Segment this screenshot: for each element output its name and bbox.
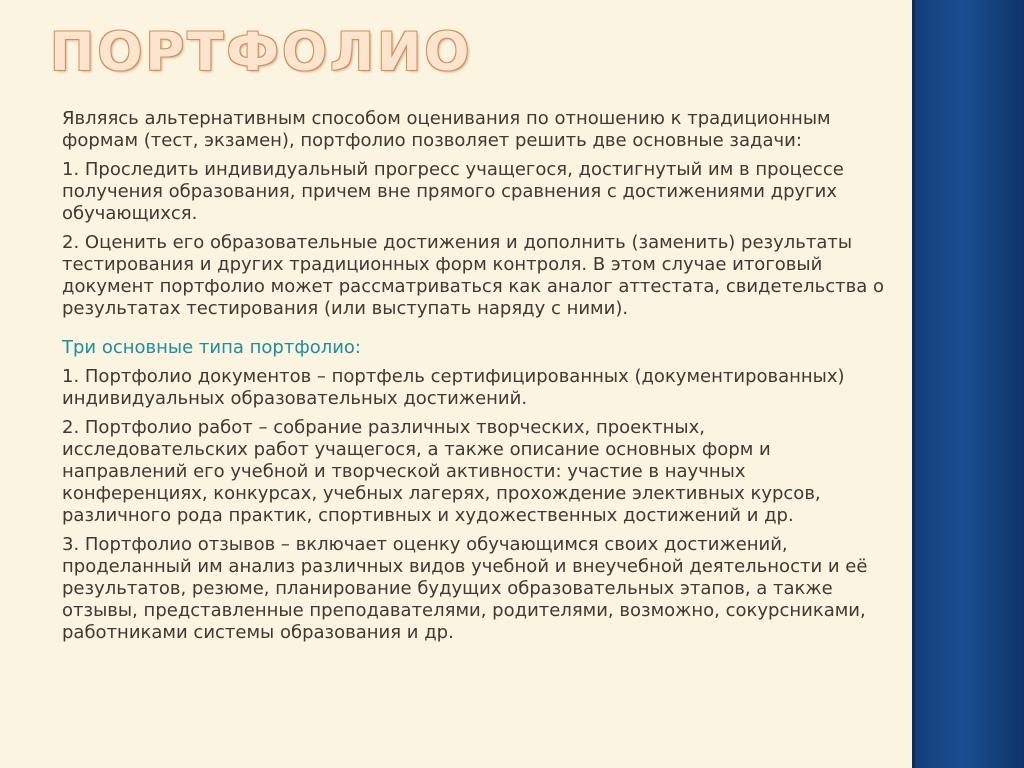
types-heading: Три основные типа портфолио: — [62, 337, 361, 358]
type-item-1: 1. Портфолио документов – портфель сертифицированных (документированных) индивидуальных образовательных достижений. — [62, 366, 845, 409]
type-item-2: 2. Портфолио работ – собрание различных творческих, проектных, исследовательских работ учащегося, а также описание основных форм и направлений его учебной и творческой активности: участие в научных конференциях, конкурсах, учебных лагерях, прохождение элективных курсов, различного рода практик, спортивных и художественных достижений и др. — [62, 417, 821, 526]
slide-title: ПОРТФОЛИО — [50, 22, 473, 83]
task-item-1: 1. Проследить индивидуальный прогресс учащегося, достигнутый им в процессе получения образования, причем вне прямого сравнения с достижениями других обучающихся. — [62, 159, 844, 224]
type-item-3: 3. Портфолио отзывов – включает оценку обучающимся своих достижений, проделанный им анализ различных видов учебной и внеучебной деятельности и её результатов, резюме, планирование будущих образовательных этапов, а также отзывы, представленные преподавателями, родителями, возможно, сокурсниками, работниками системы образования и др. — [62, 534, 868, 643]
decorative-side-panel — [912, 0, 1024, 768]
intro-paragraph: Являясь альтернативным способом оценивания по отношению к традиционным формам (тест, экзамен), портфолио позволяет решить две основные задачи: — [62, 108, 831, 151]
slide-content — [62, 108, 896, 651]
task-item-2: 2. Оценить его образовательные достижения и дополнить (заменить) результаты тестирования и других традиционных форм контроля. В этом случае итоговый документ портфолио может рассматриваться как аналог аттестата, свидетельства о результатах тестирования (или выступать наряду с ними). — [62, 232, 884, 319]
